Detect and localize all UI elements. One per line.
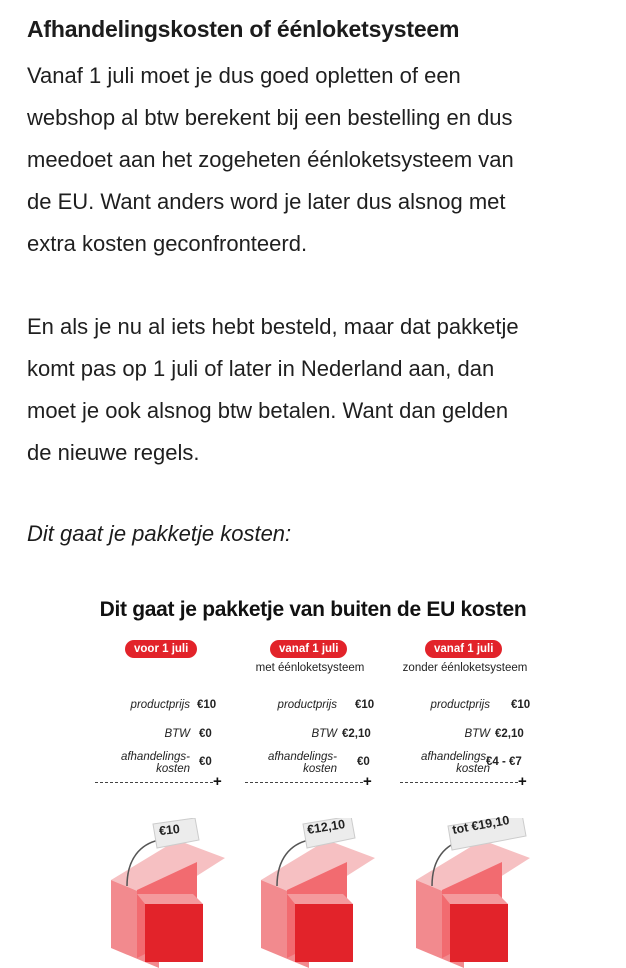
date-badge: vanaf 1 juli <box>425 640 502 658</box>
plus-sign: + <box>363 773 372 790</box>
paragraph-line: komt pas op 1 juli of later in Nederland aan, dan <box>27 356 495 381</box>
fee-label-line1: afhandelings- <box>120 751 190 763</box>
value-price: €10 <box>511 699 531 711</box>
paragraph-line: de EU. Want anders word je later dus alsnog met <box>27 189 506 214</box>
plus-sign: + <box>518 773 527 790</box>
column-subtitle: zonder éénloketsysteem <box>402 662 528 674</box>
total-price-tag: €10 <box>158 821 181 839</box>
sum-divider <box>245 782 363 783</box>
row-label-fee <box>110 751 190 775</box>
paragraph-line: meedoet aan het zogeheten éénloketsysteem van <box>27 147 514 172</box>
value-price: €10 <box>355 699 375 711</box>
value-fee: €0 <box>357 756 370 768</box>
sum-divider <box>95 782 213 783</box>
paragraph-line: de nieuwe regels. <box>27 440 200 465</box>
row-label-btw: BTW <box>164 728 190 740</box>
infographic <box>0 580 626 960</box>
plus-sign: + <box>213 773 222 790</box>
column-subtitle: met éénloketsysteem <box>255 662 365 674</box>
fee-label-line1: afhandelings- <box>267 751 337 763</box>
infographic-intro: Dit gaat je pakketje kosten: <box>27 521 292 546</box>
value-btw: €0 <box>199 728 212 740</box>
fee-label-line1: afhandelings- <box>420 751 490 763</box>
row-label-fee <box>257 751 337 775</box>
paragraph-line: moet je ook alsnog btw betalen. Want dan gelden <box>27 398 509 423</box>
value-price: €10 <box>197 699 217 711</box>
value-btw: €2,10 <box>495 728 524 740</box>
cost-column-without-oss <box>400 640 550 960</box>
paragraph-line: webshop al btw berekent bij een bestelling en dus <box>27 105 513 130</box>
value-fee: €4 - €7 <box>486 756 522 768</box>
paragraph-line: Vanaf 1 juli moet je dus goed opletten of een <box>27 63 461 88</box>
value-fee: €0 <box>199 756 212 768</box>
paragraph-line: extra kosten geconfronteerd. <box>27 231 308 256</box>
date-badge: voor 1 juli <box>125 640 197 658</box>
row-label-price: productprijs <box>130 699 190 711</box>
paragraph-line: En als je nu al iets hebt besteld, maar dat pakketje <box>27 314 519 339</box>
package-icon <box>247 818 387 968</box>
row-label-fee <box>410 751 490 775</box>
fee-label-line2: kosten <box>156 763 190 775</box>
fee-label-line2: kosten <box>303 763 337 775</box>
row-label-btw: BTW <box>311 728 337 740</box>
row-label-price: productprijs <box>277 699 337 711</box>
cost-column-before <box>95 640 245 960</box>
row-label-price: productprijs <box>430 699 490 711</box>
date-badge: vanaf 1 juli <box>270 640 347 658</box>
package-icon <box>402 818 542 968</box>
value-btw: €2,10 <box>342 728 371 740</box>
row-label-btw: BTW <box>464 728 490 740</box>
total-price-tag: tot €19,10 <box>451 813 511 837</box>
package-icon <box>97 818 237 968</box>
total-price-tag: €12,10 <box>306 817 347 837</box>
cost-column-with-oss <box>245 640 395 960</box>
paragraph-2 <box>27 306 617 474</box>
sum-divider <box>400 782 518 783</box>
fee-label-line2: kosten <box>456 763 490 775</box>
infographic-title: Dit gaat je pakketje van buiten de EU kosten <box>99 598 527 621</box>
paragraph-1 <box>27 55 617 265</box>
article-heading: Afhandelingskosten of éénloketsysteem <box>27 16 460 42</box>
